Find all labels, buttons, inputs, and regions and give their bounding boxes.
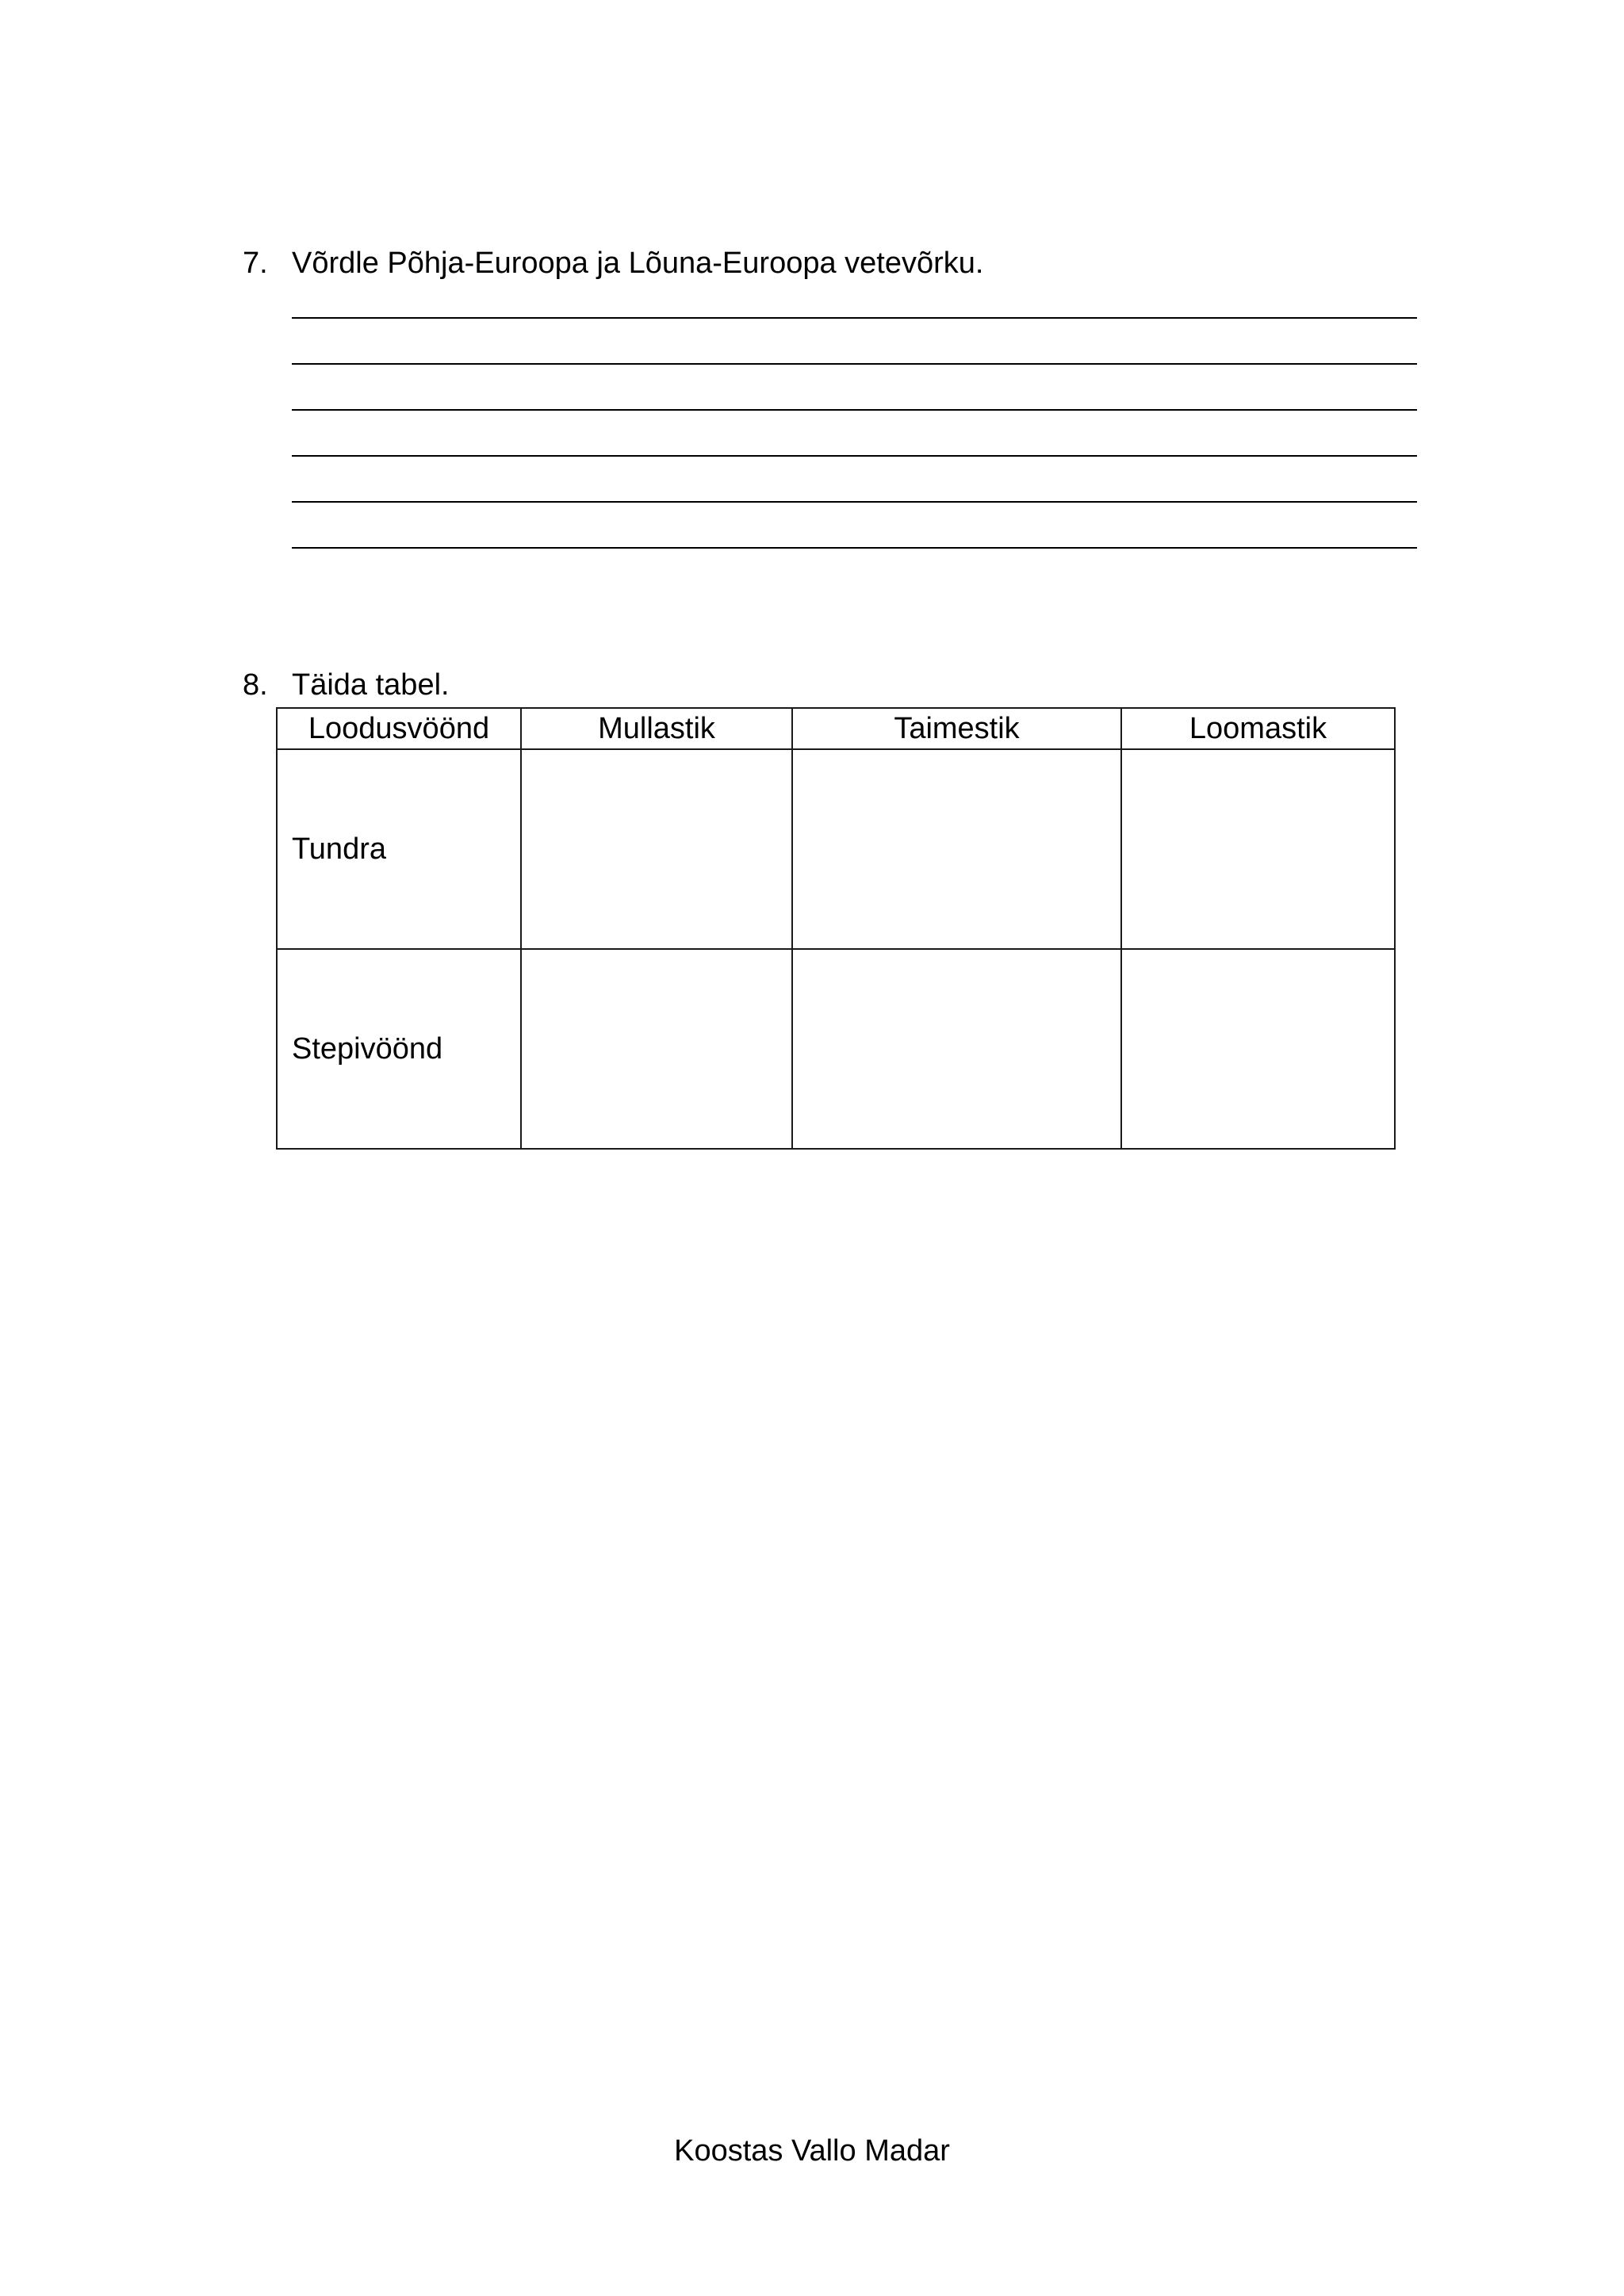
answer-line[interactable] xyxy=(292,455,1417,457)
answer-cell-mullastik[interactable] xyxy=(521,749,792,949)
answer-line[interactable] xyxy=(292,409,1417,411)
table-row xyxy=(277,749,1395,949)
question-7-text: Võrdle Põhja-Euroopa ja Lõuna-Euroopa vetevõrku. xyxy=(292,247,984,280)
header-mullastik: Mullastik xyxy=(521,708,792,749)
fill-table xyxy=(276,707,1396,1150)
answer-line[interactable] xyxy=(292,363,1417,365)
answer-lines xyxy=(292,317,1417,593)
question-8-number: 8. xyxy=(243,668,268,702)
row-label-tundra: Tundra xyxy=(277,749,521,949)
answer-cell-mullastik[interactable] xyxy=(521,949,792,1149)
question-7-number: 7. xyxy=(243,247,268,280)
header-loodusvoond: Loodusvöönd xyxy=(277,708,521,749)
footer-author: Koostas Vallo Madar xyxy=(674,2134,950,2168)
answer-cell-taimestik[interactable] xyxy=(792,749,1121,949)
header-loomastik: Loomastik xyxy=(1121,708,1395,749)
answer-line[interactable] xyxy=(292,547,1417,549)
answer-line[interactable] xyxy=(292,317,1417,319)
row-label-stepivoond: Stepivöönd xyxy=(277,949,521,1149)
answer-cell-taimestik[interactable] xyxy=(792,949,1121,1149)
table-row xyxy=(277,949,1395,1149)
answer-cell-loomastik[interactable] xyxy=(1121,749,1395,949)
answer-cell-loomastik[interactable] xyxy=(1121,949,1395,1149)
table-header-row xyxy=(277,708,1395,749)
answer-line[interactable] xyxy=(292,501,1417,503)
question-8-text: Täida tabel. xyxy=(292,668,450,702)
header-taimestik: Taimestik xyxy=(792,708,1121,749)
